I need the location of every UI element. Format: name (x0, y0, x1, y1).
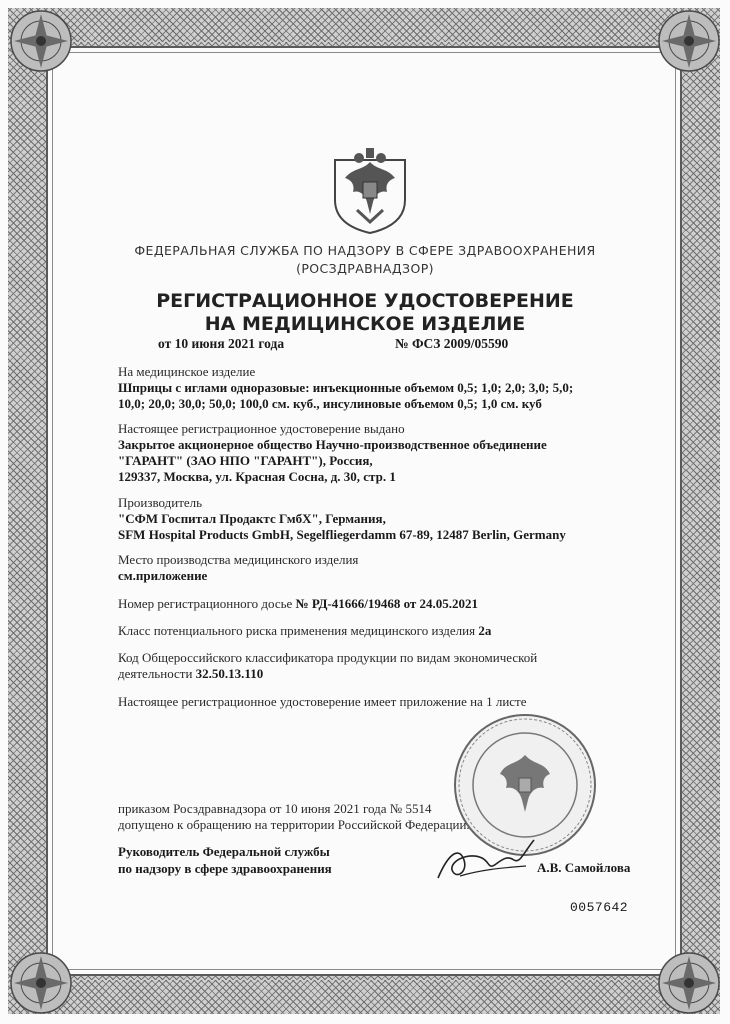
okp-label: Код Общероссийского классификатора продукции по видам экономической (118, 650, 538, 665)
serial-number: 0057642 (570, 900, 629, 915)
appendix-note (118, 694, 638, 710)
dossier-value: № РД-41666/19468 от 24.05.2021 (295, 596, 479, 611)
risk-section (118, 623, 638, 639)
signatory-name: А.В. Самойлова (537, 860, 631, 875)
order-line: допущено к обращению на территории Российской Федерации. (118, 817, 470, 832)
manufacturer-value-line: "СФМ Госпитал Продактс ГмбХ", Германия, (118, 511, 386, 526)
manufacturer-value-line: SFM Hospital Products GmbH, Segelfliegerdamm 67-89, 12487 Berlin, Germany (118, 527, 566, 542)
dossier-section (118, 596, 638, 612)
device-label: На медицинское изделие (118, 364, 256, 379)
appendix-note-text: Настоящее регистрационное удостоверение имеет приложение на 1 листе (118, 694, 527, 709)
device-value-line: 10,0; 20,0; 30,0; 50,0; 100,0 см. куб., инсулиновые объемом 0,5; 1,0 см. куб (118, 396, 542, 411)
okp-section (118, 650, 638, 682)
production-value: см.приложение (118, 568, 208, 583)
signatory-title (118, 843, 332, 877)
issued-value-line: "ГАРАНТ" (ЗАО НПО "ГАРАНТ"), Россия, (118, 453, 373, 468)
dossier-label: Номер регистрационного досье (118, 596, 296, 611)
corner-ornament-icon (654, 948, 724, 1018)
document-subtitle: НА МЕДИЦИНСКОЕ ИЗДЕЛИЕ (204, 313, 526, 335)
corner-ornament-icon (6, 6, 76, 76)
issued-section (118, 421, 638, 485)
issued-value-line: Закрытое акционерное общество Научно-производственное объединение (118, 437, 547, 452)
signatory-title-line: Руководитель Федеральной службы (118, 844, 330, 859)
production-label: Место производства медицинского изделия (118, 552, 359, 567)
issue-date: от 10 июня 2021 года (158, 336, 285, 351)
order-line: приказом Росздравнадзора от 10 июня 2021 года № 5514 (118, 801, 432, 816)
handwritten-signature (430, 830, 540, 890)
russian-coat-of-arms-icon (325, 140, 415, 235)
manufacturer-section (118, 495, 638, 543)
manufacturer-label: Производитель (118, 495, 203, 510)
agency-name: ФЕДЕРАЛЬНАЯ СЛУЖБА ПО НАДЗОРУ В СФЕРЕ ЗДРАВООХРАНЕНИЯ (134, 243, 596, 258)
corner-ornament-icon (6, 948, 76, 1018)
device-value-line: Шприцы с иглами одноразовые: инъекционные объемом 0,5; 1,0; 2,0; 3,0; 5,0; (118, 380, 574, 395)
order-section (118, 801, 638, 833)
okp-value: 32.50.13.110 (195, 666, 264, 681)
risk-value: 2а (478, 623, 492, 638)
production-section (118, 552, 638, 584)
certificate-number: № ФСЗ 2009/05590 (395, 336, 509, 351)
signatory-title-line: по надзору в сфере здравоохранения (118, 861, 332, 876)
document-title: РЕГИСТРАЦИОННОЕ УДОСТОВЕРЕНИЕ (156, 290, 574, 312)
issued-value-line: 129337, Москва, ул. Красная Сосна, д. 30, стр. 1 (118, 469, 396, 484)
issued-label: Настоящее регистрационное удостоверение выдано (118, 421, 405, 436)
device-section (118, 364, 638, 412)
corner-ornament-icon (654, 6, 724, 76)
risk-label: Класс потенциального риска применения медицинского изделия (118, 623, 479, 638)
agency-abbreviation: (РОСЗДРАВНАДЗОР) (296, 261, 434, 276)
okp-label-cont: деятельности (118, 666, 196, 681)
